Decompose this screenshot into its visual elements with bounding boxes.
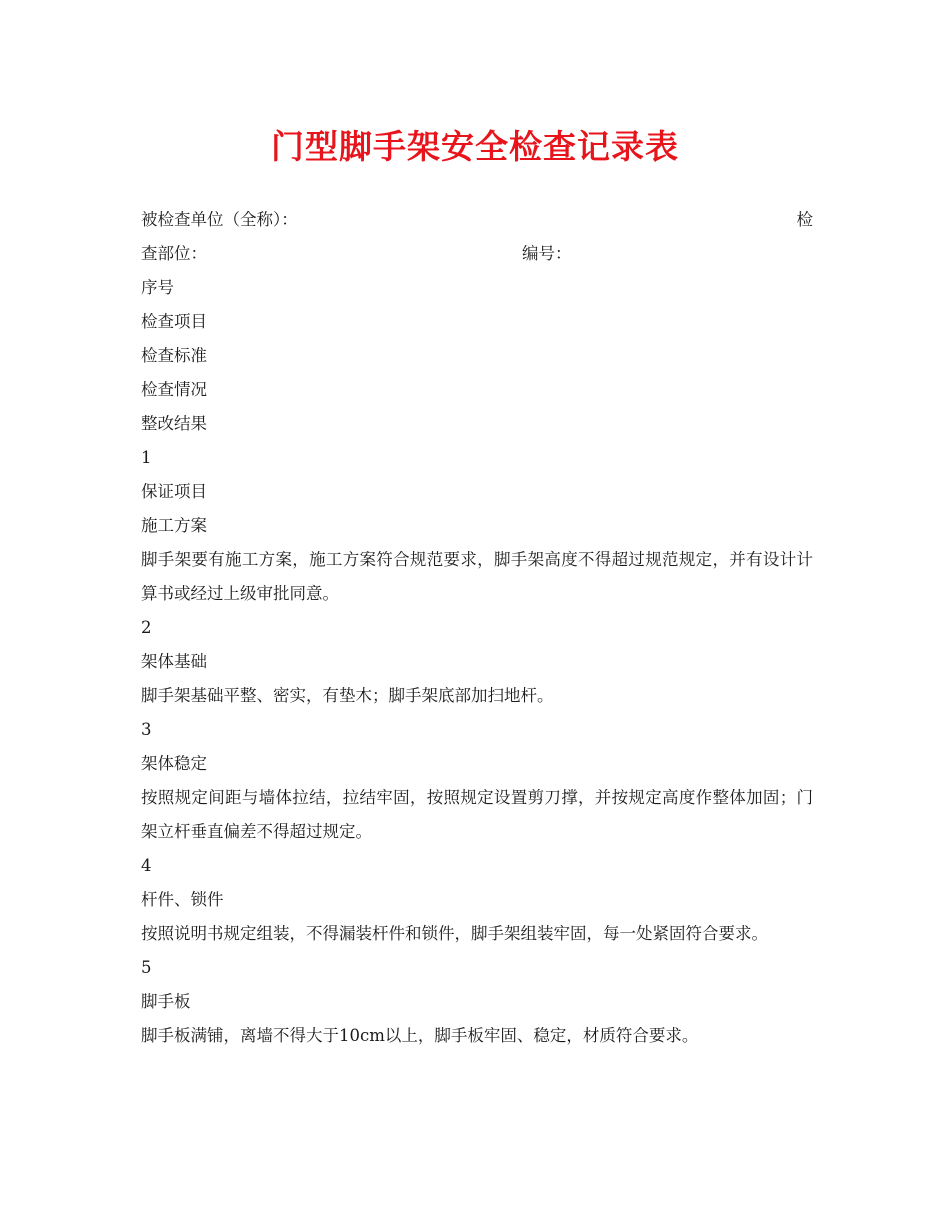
part-label: 查部位： xyxy=(141,244,207,263)
item-4-name: 杆件、锁件 xyxy=(141,890,224,909)
item-1-no: 1 xyxy=(141,448,152,467)
item-1-standard: 脚手架要有施工方案，施工方案符合规范要求，脚手架高度不得超过规范规定，并有设计计算书或经过上级审批同意。 xyxy=(141,550,813,603)
document-title: 门型脚手架安全检查记录表 xyxy=(271,127,679,166)
item-3-standard: 按照规定间距与墙体拉结，拉结牢固，按照规定设置剪刀撑，并按规定高度作整体加固；门架立杆垂直偏差不得超过规定。 xyxy=(141,788,813,841)
header-row-unit xyxy=(141,203,813,237)
item-3-no: 3 xyxy=(141,720,152,739)
item-2-name: 架体基础 xyxy=(141,652,207,671)
header-row-part xyxy=(141,237,813,271)
item-5-name: 脚手板 xyxy=(141,992,191,1011)
item-2-standard: 脚手架基础平整、密实，有垫木；脚手架底部加扫地杆。 xyxy=(141,686,554,705)
column-header-status: 检查情况 xyxy=(141,380,207,399)
item-4-standard: 按照说明书规定组装，不得漏装杆件和锁件，脚手架组装牢固，每一处紧固符合要求。 xyxy=(141,924,768,943)
item-1-category: 保证项目 xyxy=(141,482,207,501)
item-5-no: 5 xyxy=(141,958,152,977)
number-label: 编号： xyxy=(522,244,572,263)
item-2-no: 2 xyxy=(141,618,152,637)
column-header-no: 序号 xyxy=(141,278,174,297)
item-4-no: 4 xyxy=(141,856,152,875)
trailing-fragment: 检 xyxy=(796,210,813,229)
inspected-unit-label: 被检查单位（全称）： xyxy=(141,210,298,229)
document-body xyxy=(141,203,813,1053)
column-header-standard: 检查标准 xyxy=(141,346,207,365)
column-header-item: 检查项目 xyxy=(141,312,207,331)
column-header-result: 整改结果 xyxy=(141,414,207,433)
item-1-name: 施工方案 xyxy=(141,516,207,535)
item-3-name: 架体稳定 xyxy=(141,754,207,773)
item-5-standard: 脚手板满铺，离墙不得大于10cm以上，脚手板牢固、稳定，材质符合要求。 xyxy=(141,1026,699,1045)
